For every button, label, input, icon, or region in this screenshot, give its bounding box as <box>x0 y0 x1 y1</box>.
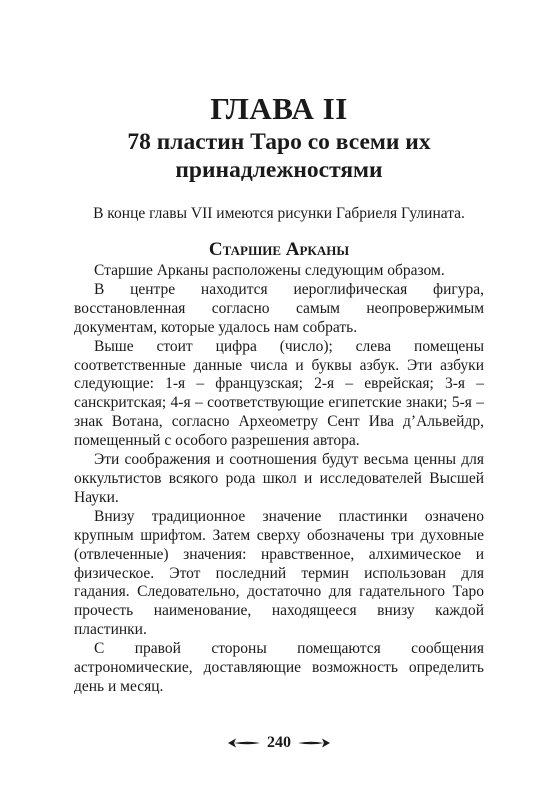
page-footer <box>0 732 558 754</box>
paragraph: С правой стороны помещаются сообщения астрономические, доставляющие возможность определить день и месяц. <box>74 640 484 695</box>
epigraph: В конце главы VII имеются рисунки Габриеля Гулината. <box>93 205 465 222</box>
paragraph: Старшие Арканы расположены следующим образом. <box>94 262 445 279</box>
chapter-title-line-2: принадлежностями <box>175 157 383 183</box>
chapter-title-line-1: 78 пластин Таро со всеми их <box>127 129 431 155</box>
chapter-label: ГЛАВА II <box>210 91 348 126</box>
arrow-ornament-left-icon <box>227 737 261 749</box>
page-number: 240 <box>267 734 291 751</box>
chapter-title <box>0 128 558 184</box>
paragraph: Эти соображения и соотношения будут весьма ценны для оккультистов всякого рода школ и исследователей Высшей Науки. <box>74 451 484 506</box>
paragraph: В центре находится иероглифическая фигура, восстановленная согласно самым неопровержимым документам, которые удалось нам собрать. <box>74 280 484 336</box>
paragraph: Выше стоит цифра (число); слева помещены соответственные данные числа и буквы азбук. Эти азбуки следующие: 1-я – французская; 2-я – еврейская; 3-я – санскритская; 4-я – соответствующие египетские знаки; 5-я – знак Вотана, согласно Археометру Сент Ива д’Альвейдр, помещенный с особого разрешения автора. <box>74 337 484 450</box>
body-text <box>74 262 484 697</box>
section-heading: Старшие Арканы <box>208 239 350 260</box>
paragraph: Внизу традиционное значение пластинки означено крупным шрифтом. Затем сверху обозначены три духовные (отвлеченные) значения: нравственное, алхимическое и физическое. Этот последний термин использован для гадания. Следовательно, достаточно для гадательного Таро прочесть наименование, находящееся внизу каждой пластинки. <box>74 507 484 639</box>
arrow-ornament-right-icon <box>297 737 331 749</box>
